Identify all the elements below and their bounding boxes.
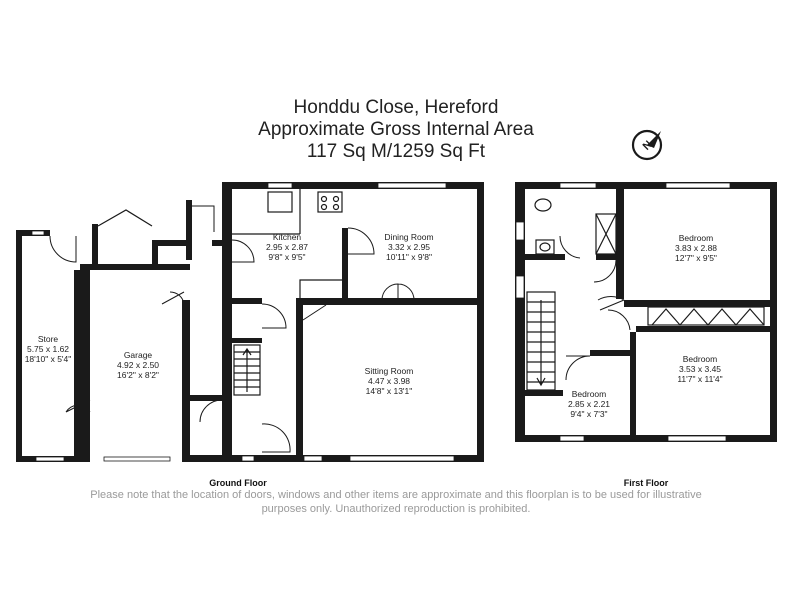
room-sitting-imperial: 14'8" x 13'1" — [365, 386, 413, 396]
room-bedroom-2-name: Bedroom — [682, 354, 718, 364]
floor-label-first: First Floor — [623, 478, 669, 488]
room-store-metric: 5.75 x 1.62 — [26, 344, 70, 354]
title-area-label: Approximate Gross Internal Area — [258, 119, 534, 140]
room-bedroom-3-name: Bedroom — [571, 389, 607, 399]
room-garage-imperial: 16'2" x 8'2" — [117, 370, 159, 380]
room-bedroom-3 — [568, 389, 610, 419]
first-floor-walls — [515, 182, 777, 442]
room-bedroom-3-imperial: 9'4" x 7'3" — [570, 409, 608, 419]
room-dining-metric: 3.32 x 2.95 — [387, 242, 431, 252]
room-garage — [117, 350, 159, 380]
room-bedroom-3-metric: 2.85 x 2.21 — [567, 399, 611, 409]
disclaimer-line-1: Please note that the location of doors, windows and other items are approximate and this floorplan is to be used for illustrative — [90, 489, 702, 501]
room-kitchen-metric: 2.95 x 2.87 — [265, 242, 309, 252]
compass-letter: N — [640, 138, 655, 153]
room-bedroom-2-imperial: 11'7" x 11'4" — [677, 374, 723, 384]
ground-floor-walls — [222, 182, 484, 462]
room-bedroom-1-imperial: 12'7" x 9'5" — [675, 253, 717, 263]
disclaimer-line-2: purposes only. Unauthorized reproduction is prohibited. — [261, 503, 531, 515]
floor-label-ground: Ground Floor — [209, 478, 267, 488]
room-garage-metric: 4.92 x 2.50 — [116, 360, 160, 370]
room-bedroom-1-name: Bedroom — [678, 233, 714, 243]
room-dining-imperial: 10'11" x 9'8" — [385, 252, 432, 262]
room-kitchen-imperial: 9'8" x 9'5" — [268, 252, 306, 262]
room-store-imperial: 18'10" x 5'4" — [24, 354, 72, 364]
room-bedroom-2-metric: 3.53 x 3.45 — [678, 364, 722, 374]
title-area-value: 117 Sq M/1259 Sq Ft — [306, 141, 486, 162]
room-bedroom-1 — [675, 233, 717, 263]
room-dining — [384, 232, 433, 262]
room-kitchen-name: Kitchen — [272, 232, 302, 242]
room-sitting-metric: 4.47 x 3.98 — [367, 376, 411, 386]
room-bedroom-1-metric: 3.83 x 2.88 — [674, 243, 718, 253]
room-sitting — [365, 366, 414, 396]
room-kitchen — [266, 232, 308, 262]
room-store — [25, 334, 72, 364]
disclaimer — [40, 488, 752, 516]
room-garage-name: Garage — [123, 350, 153, 360]
title-address: Honddu Close, Hereford — [293, 97, 499, 118]
room-store-name: Store — [37, 334, 59, 344]
room-dining-name: Dining Room — [384, 232, 434, 242]
room-sitting-name: Sitting Room — [364, 366, 414, 376]
room-bedroom-2 — [677, 354, 722, 384]
